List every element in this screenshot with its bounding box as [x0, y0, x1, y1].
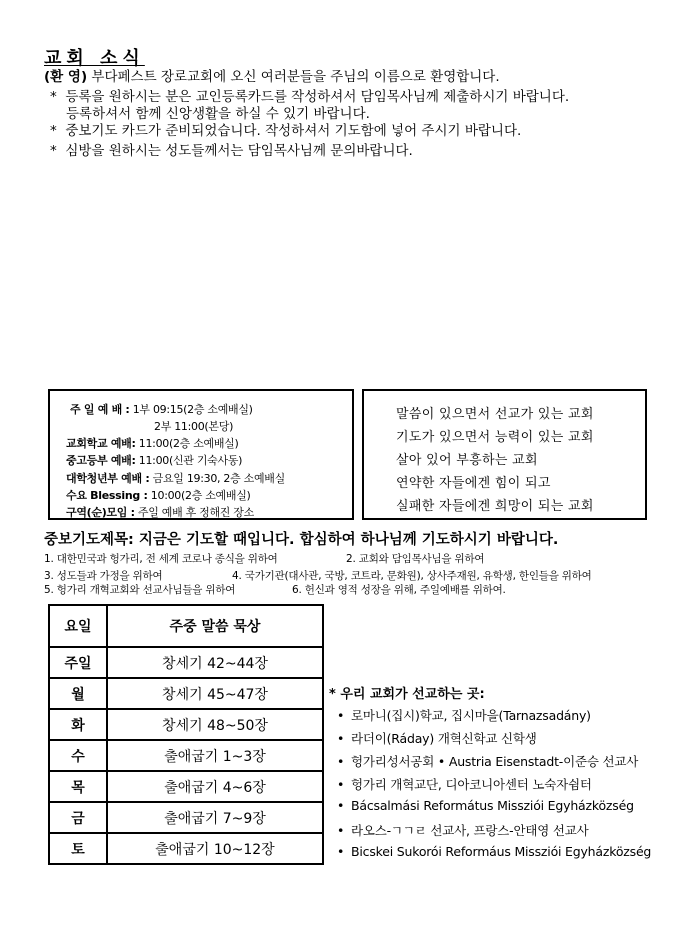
- bullet-icon: •: [337, 754, 345, 769]
- star-icon: *: [50, 123, 57, 139]
- reading-day: 화: [49, 709, 107, 740]
- sunday-service-label: 주 일 예 배 :: [70, 403, 130, 416]
- prayer-item: 6. 헌신과 영적 성장을 위해, 주일예배를 위하여.: [292, 584, 506, 596]
- mission-item: [337, 798, 634, 813]
- mission-item-text: 라더이(Ráday) 개혁신학교 신학생: [351, 731, 537, 746]
- table-row: [49, 647, 323, 678]
- bullet-icon: •: [337, 731, 345, 746]
- mission-title: * 우리 교회가 선교하는 곳:: [329, 687, 485, 702]
- reading-day: 목: [49, 771, 107, 802]
- district-meeting-label: 구역(순)모임 :: [66, 506, 135, 519]
- district-meeting-time: 주일 예배 후 정해진 장소: [134, 506, 254, 519]
- reading-text: 출애굽기 1~3장: [107, 740, 323, 771]
- college-service-time: 금요일 19:30, 2층 소예배실: [149, 472, 285, 485]
- news-title: 교회 소식: [44, 48, 145, 69]
- bullet-icon: •: [337, 708, 345, 723]
- reading-text: 출애굽기 7~9장: [107, 802, 323, 833]
- mission-item-text: 헝가리 개혁교단, 디아코니아센터 노숙자쉼터: [351, 777, 592, 792]
- mission-item-text: 로마니(집시)학교, 집시마을(Tarnazsadány): [351, 708, 591, 723]
- mission-item: [337, 729, 537, 747]
- mission-item-text: Bácsalmási Református Missziói Egyházközség: [351, 798, 634, 813]
- district-meeting-row: [66, 504, 254, 520]
- youth-service-time: 11:00(신관 기숙사동): [135, 454, 243, 467]
- college-service-label: 대학청년부 예배 :: [66, 472, 150, 485]
- school-service-time: 11:00(2층 소예배실): [135, 437, 239, 450]
- news-item-text: 심방을 원하시는 성도들께서는 담임목사님께 문의바랍니다.: [65, 143, 413, 159]
- weekly-reading-table: [48, 604, 324, 865]
- news-item-text: 등록을 원하시는 분은 교인등록카드를 작성하셔서 담임목사님께 제출하시기 바랍니다.: [65, 89, 570, 105]
- mission-item-text: Bicskei Sukorói Reformáus Missziói Egyházközség: [351, 844, 652, 859]
- welcome-label: (환 영): [44, 69, 88, 85]
- star-icon: *: [50, 143, 57, 159]
- mission-item-text: 헝가리성서공회 • Austria Eisenstadt-이준승 선교사: [351, 754, 639, 769]
- college-service-row: [66, 470, 285, 486]
- motto-line: 실패한 자들에겐 희망이 되는 교회: [396, 499, 594, 514]
- star-icon: *: [50, 89, 57, 105]
- worship-schedule-box: [48, 389, 354, 520]
- table-row: [49, 771, 323, 802]
- bullet-icon: •: [337, 777, 345, 792]
- wednesday-blessing-row: [66, 487, 251, 503]
- youth-service-label: 중고등부 예배:: [66, 454, 136, 467]
- bullet-icon: •: [337, 844, 345, 859]
- reading-day: 월: [49, 678, 107, 709]
- welcome-text: 부다페스트 장로교회에 오신 여러분들을 주님의 이름으로 환영합니다.: [87, 69, 500, 85]
- reading-text: 창세기 48~50장: [107, 709, 323, 740]
- reading-text: 출애굽기 4~6장: [107, 771, 323, 802]
- header-reading: 주중 말씀 묵상: [107, 605, 323, 647]
- motto-line: 말씀이 있으면서 선교가 있는 교회: [396, 407, 594, 422]
- wednesday-blessing-time: 10:00(2층 소예배실): [147, 489, 251, 502]
- prayer-item: 1. 대한민국과 헝가리, 전 세계 코로나 종식을 위하여: [44, 553, 278, 565]
- prayer-title: 중보기도제목: 지금은 기도할 때입니다. 합심하여 하나님께 기도하시기 바랍니다.: [44, 532, 559, 548]
- school-service-row: [66, 435, 239, 451]
- wednesday-blessing-label: 수요 Blessing :: [66, 489, 148, 502]
- news-item: [50, 142, 413, 160]
- motto-line: 살아 있어 부흥하는 교회: [396, 453, 538, 468]
- news-item-continued: 등록하셔서 함께 신앙생활을 하실 수 있기 바랍니다.: [66, 106, 370, 122]
- mission-item: [337, 821, 588, 839]
- mission-item-text: 라오스-ㄱㄱㄹ 선교사, 프랑스-안태영 선교사: [351, 823, 589, 838]
- motto-line: 연약한 자들에겐 힘이 되고: [396, 476, 551, 491]
- reading-text: 창세기 45~47장: [107, 678, 323, 709]
- motto-line: 기도가 있으면서 능력이 있는 교회: [396, 430, 594, 445]
- table-row: [49, 802, 323, 833]
- prayer-item: 4. 국가기관(대사관, 국방, 코트라, 문화원), 상사주재원, 유학생, 한인들을 위하여: [232, 570, 592, 582]
- table-row: [49, 678, 323, 709]
- prayer-item: 3. 성도들과 가정을 위하여: [44, 570, 163, 582]
- table-header-row: [49, 605, 323, 647]
- school-service-label: 교회학교 예배:: [66, 437, 136, 450]
- prayer-item: 5. 헝가리 개혁교회와 선교사님들을 위하여: [44, 584, 236, 596]
- prayer-item: 2. 교회와 담임목사님을 위하여: [346, 553, 485, 565]
- table-row: [49, 709, 323, 740]
- bullet-icon: •: [337, 798, 345, 813]
- table-row: [49, 740, 323, 771]
- header-day: 요일: [49, 605, 107, 647]
- sunday-service-second: 2부 11:00(본당): [154, 420, 234, 433]
- news-item: [50, 122, 521, 140]
- mission-item: [337, 752, 638, 770]
- welcome-line: [44, 68, 500, 86]
- reading-day: 금: [49, 802, 107, 833]
- table-row: [49, 833, 323, 864]
- sunday-service-row: [70, 401, 253, 417]
- news-item-text: 중보기도 카드가 준비되었습니다. 작성하셔서 기도함에 넣어 주시기 바랍니다.: [65, 123, 522, 139]
- church-motto-box: [362, 389, 647, 520]
- bullet-icon: •: [337, 823, 345, 838]
- mission-item: [337, 775, 592, 793]
- reading-text: 창세기 42~44장: [107, 647, 323, 678]
- reading-text: 출애굽기 10~12장: [107, 833, 323, 864]
- news-item: [50, 88, 569, 106]
- reading-day: 수: [49, 740, 107, 771]
- mission-item: [337, 706, 591, 724]
- reading-day: 토: [49, 833, 107, 864]
- mission-item: [337, 844, 651, 859]
- reading-day: 주일: [49, 647, 107, 678]
- youth-service-row: [66, 452, 242, 468]
- sunday-service-first: 1부 09:15(2층 소예배실): [129, 403, 253, 416]
